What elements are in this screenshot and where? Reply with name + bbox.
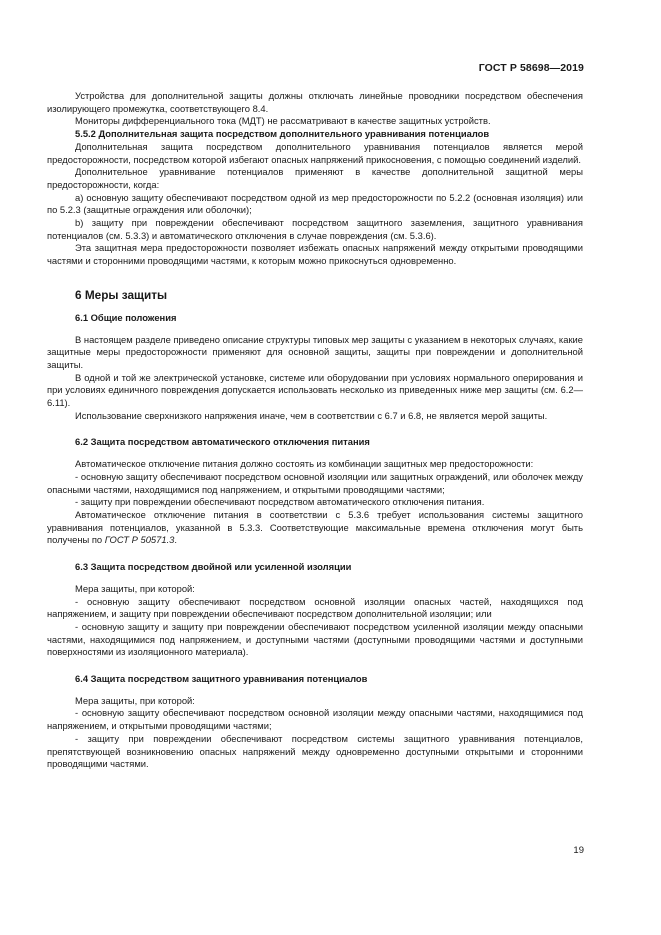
list-item: a) основную защиту обеспечивают посредством одной из мер предосторожности по 5.2.2 (основная изоляция) или по 5.2.3 (защитные ограждения или оболочки); [47,191,583,216]
list-item: b) защиту при повреждении обеспечивают посредством защитного заземления, защитного уравнивания потенциалов (см. 5.3.3) и автоматического отключения в случае повреждения (см. 5.3.6). [47,217,583,241]
paragraph: Мера защиты, при которой: [75,582,195,594]
paragraph: Мера защиты, при которой: [75,694,195,706]
paragraph: Дополнительная защита посредством дополнительного уравнивания потенциалов является мерой предосторожности, посредством которой избегают опасных напряжений прикосновения, с помощью соединений изделий. [47,140,583,165]
subsection-heading-6-3: 6.3 Защита посредством двойной или усиленной изоляции [75,561,352,573]
paragraph: В настоящем разделе приведено описание структуры типовых мер защиты с указанием в некоторых случаях, какие защитные меры предосторожности применяют для основной защиты, защиты при повреждении и дополнительной защиты. [47,333,583,370]
subsection-heading-6-1: 6.1 Общие положения [75,311,177,323]
paragraph-text: Автоматическое отключение питания в соответствии с 5.3.6 требует использования системы защитного уравнивания потенциалов, указанной в 5.3.3. Соответствующие максимальные времена отключения могут быть получены по [47,508,583,546]
list-item: - основную защиту обеспечивают посредством основной изоляции между опасными частями, находящимися под напряжением, и открытыми проводящими частями; [47,707,583,732]
paragraph: В одной и той же электрической установке, системе или оборудовании при условиях нормального оперирования и при условиях единичного повреждения допускается использовать несколько из приведенных ниже мер защиты (см. 6.2—6.11). [47,371,583,409]
list-item: - основную защиту обеспечивают посредством основной изоляции опасных частей, находящихся под напряжением, и защиту при повреждении обеспечивают посредством дополнительной изоляции; или [47,595,583,620]
standard-code-header: ГОСТ Р 58698—2019 [478,62,584,74]
paragraph [47,509,583,547]
section-heading-6: 6 Меры защиты [75,287,168,302]
subsection-heading-5-5-2: 5.5.2 Дополнительная защита посредством дополнительного уравнивания потенциалов [75,128,490,140]
list-item: - основную защиту и защиту при повреждении обеспечивают посредством усиленной изоляции между опасными частями, находящимися под напряжением, и доступными частями (доступными проводящими частями и доступными поверхностями из изоляционного материала). [47,620,583,658]
page-content [47,90,583,771]
list-item: - защиту при повреждении обеспечивают посредством системы защитного уравнивания потенциалов, препятствующей возникновению опасных напряжений между одновременно доступными открытыми и сторонними проводящими частями. [47,732,583,770]
paragraph: Мониторы дифференциального тока (МДТ) не рассматривают в качестве защитных устройств. [75,115,491,127]
subsection-heading-6-2: 6.2 Защита посредством автоматического отключения питания [75,436,370,448]
paragraph: Автоматическое отключение питания должно состоять из комбинации защитных мер предосторожности: [75,458,534,470]
paragraph: Эта защитная мера предосторожности позволяет избежать опасных напряжений между открытыми проводящими частями и сторонними проводящими частями, к которым можно прикоснуться одновременно. [47,242,583,267]
standard-reference: ГОСТ Р 50571.3 [104,534,175,546]
page-number: 19 [573,845,584,856]
list-item: - защиту при повреждении обеспечивают посредством автоматического отключения питания. [75,496,485,508]
paragraph: Использование сверхнизкого напряжения иначе, чем в соответствии с 6.7 и 6.8, не является мерой защиты. [75,409,548,421]
paragraph-text-end: . [174,534,177,546]
paragraph: Дополнительное уравнивание потенциалов применяют в качестве дополнительной защитной меры предосторожности, когда: [47,166,583,190]
subsection-heading-6-4: 6.4 Защита посредством защитного уравнивания потенциалов [75,673,368,685]
paragraph: Устройства для дополнительной защиты должны отключать линейные проводники посредством обеспечения изолирующего промежутка, соответствующего 8.4. [47,90,583,114]
list-item: - основную защиту обеспечивают посредством основной изоляции или защитных ограждений, или оболочек между опасными частями, находящимися под напряжением, и открытыми проводящими частями; [47,470,583,495]
